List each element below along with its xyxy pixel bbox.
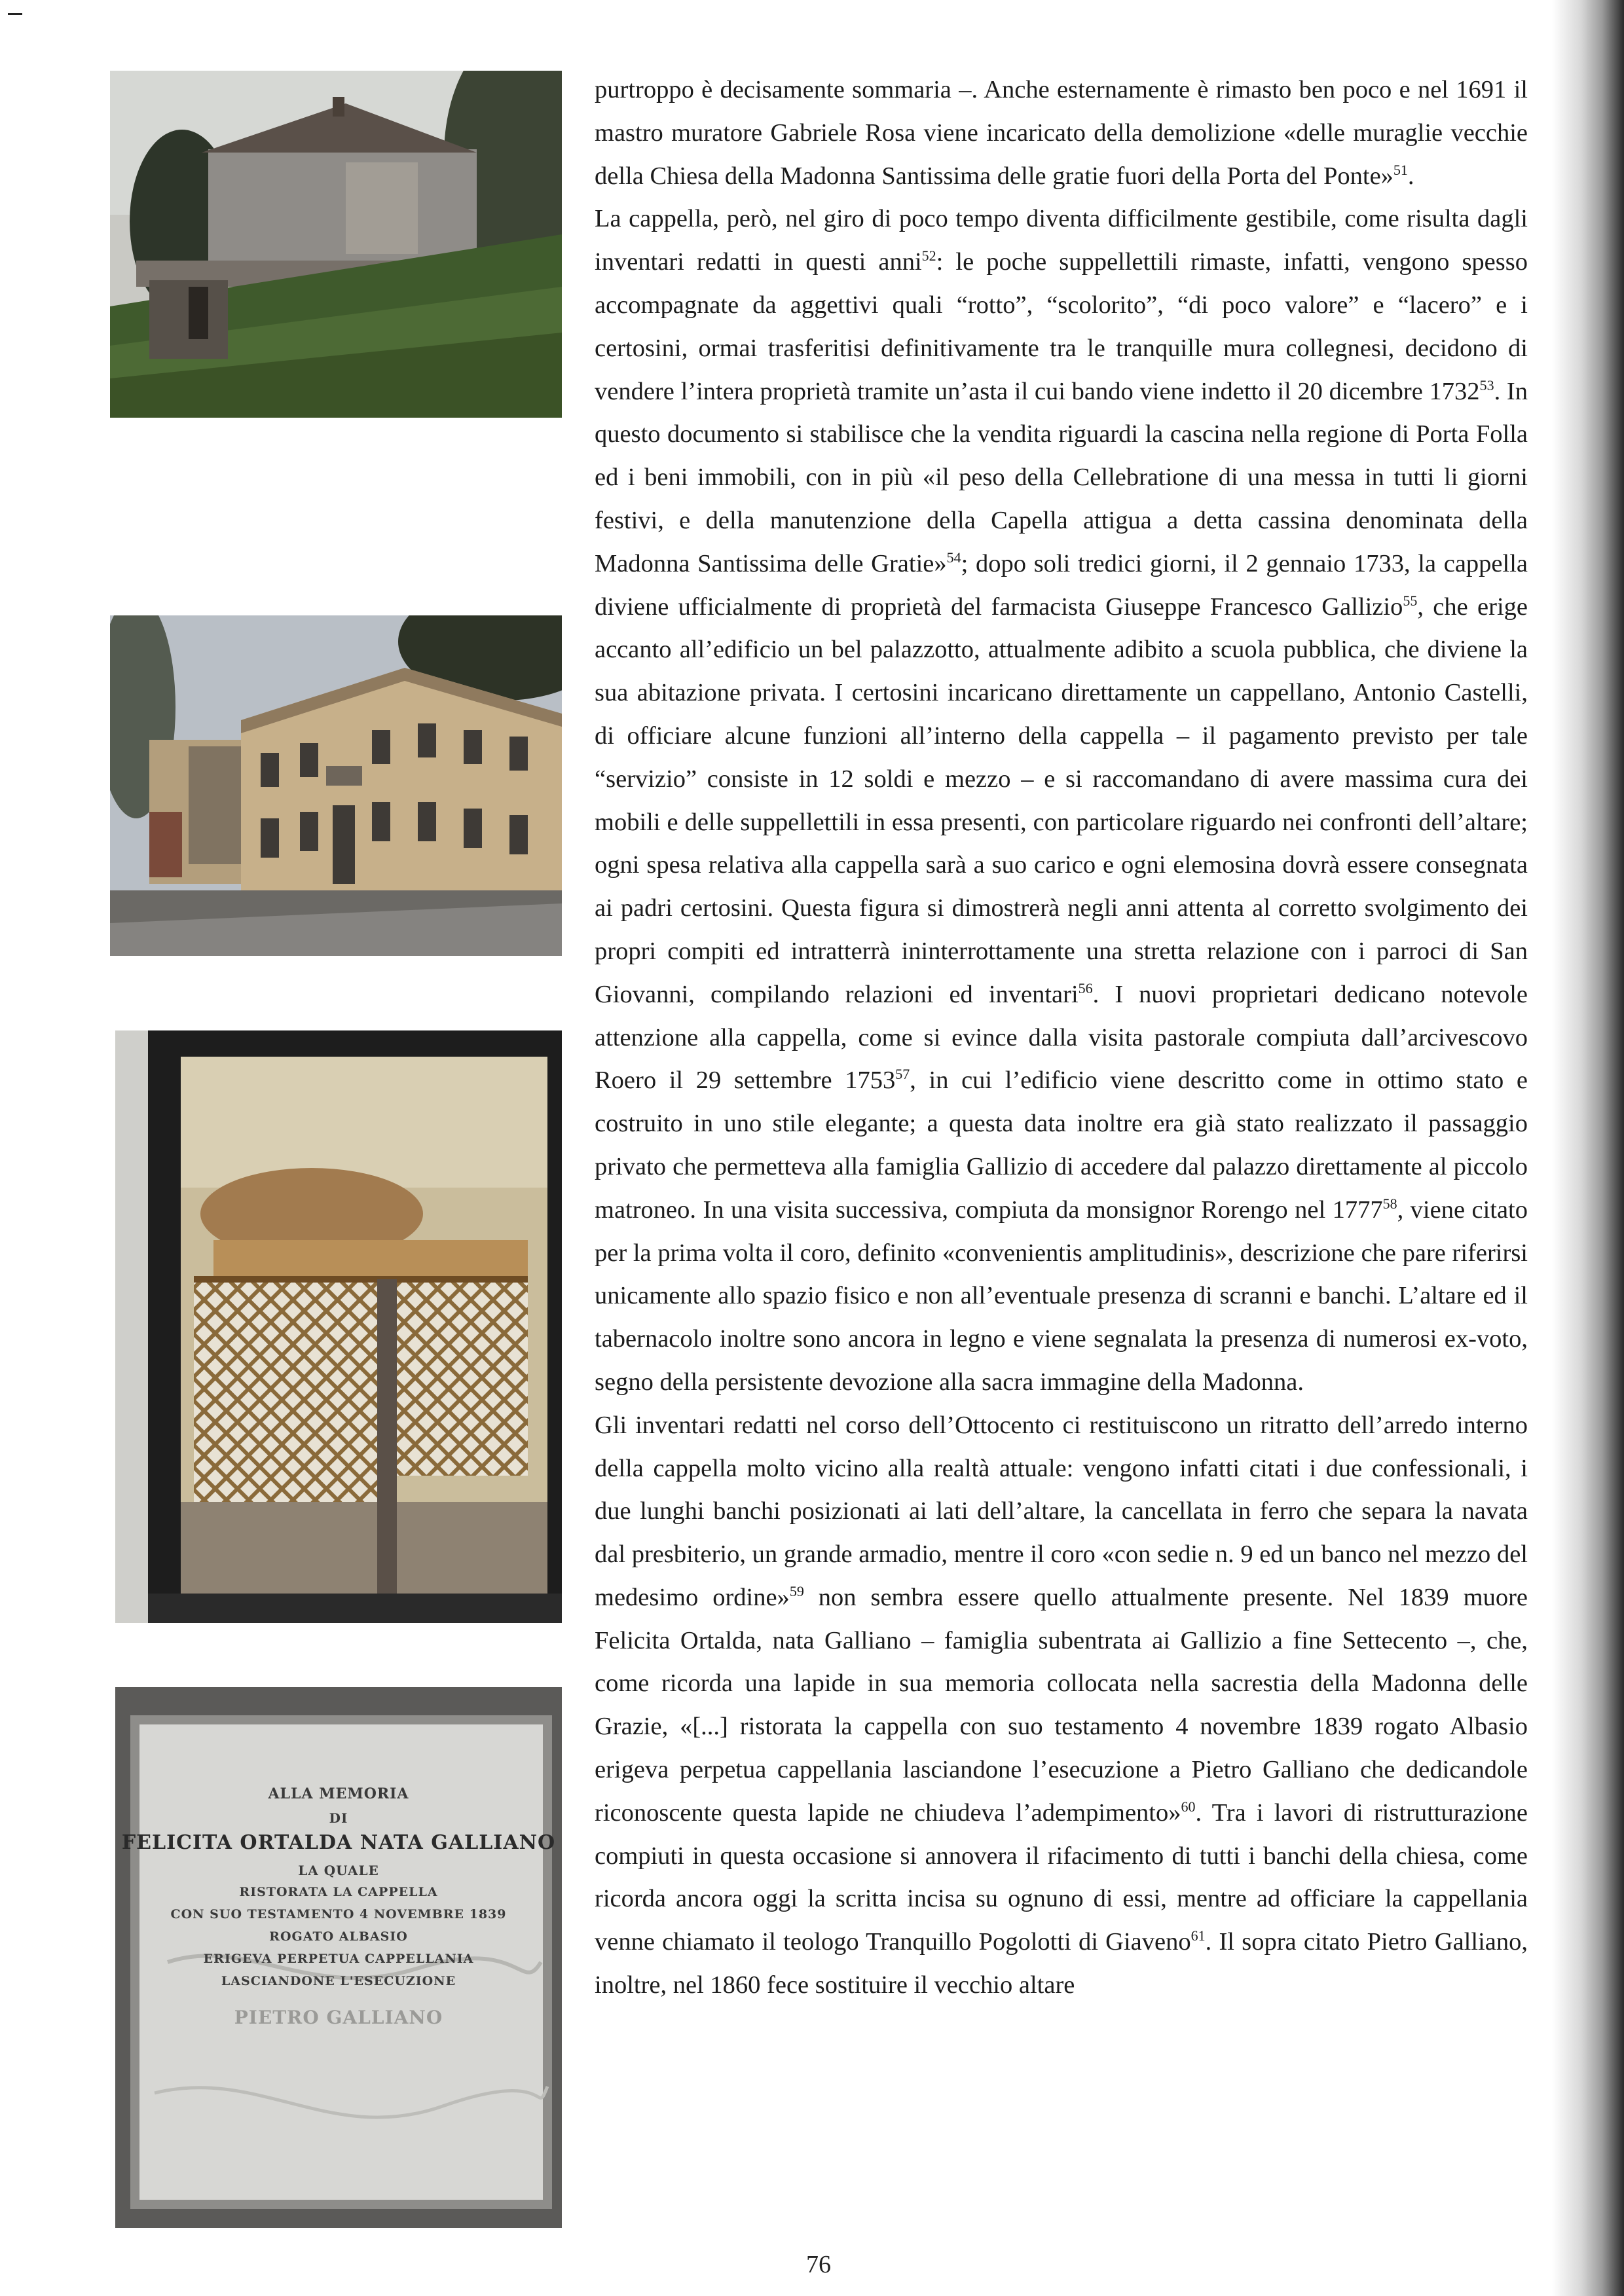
photo-matroneo-window	[115, 1030, 562, 1623]
footnote-ref: 51	[1393, 161, 1408, 178]
footnote-ref: 58	[1382, 1195, 1397, 1212]
crop-mark	[8, 13, 22, 15]
footnote-ref: 52	[921, 247, 936, 264]
text-run: . In questo documento si stabilisce che la vendita riguardi la cascina nella regione di Porta Folla ed i beni immobili, con in più «il peso della Cellebratione di una messa in tutti li giorni festivi, e della manutenzione della Capella attigua a detta cassina denominata della Madonna Santissima delle Gratie»	[595, 377, 1528, 577]
footnote-ref: 53	[1479, 376, 1494, 393]
plaque-line: CON SUO TESTAMENTO 4 NOVEMBRE 1839	[170, 1907, 507, 1922]
text-run: , che erige accanto all’edificio un bel palazzotto, attualmente adibito a scuola pubblica, che diviene la sua abitazione privata. I certosini incaricano direttamente un cappellano, Antonio Castelli, di officiare alcune funzioni all’interno della cappella – il pagamento previsto per tale “servizio” consiste in 12 soldi e mezzo – e si raccomandano di avere massima cura dei mobili e delle suppellettili in essa presenti, con particolare riguardo nei confronti dell’altare; ogni spesa relativa alla cappella sarà a suo carico e ogni elemosina dovrà essere consegnata ai padri certosini. Questa figura si dimostrerà negli anni attenta al corretto svolgimento dei propri compiti ed intratterrà ininterrottamente una stretta relazione con i parroci di San Giovanni, compilando relazioni ed inventari	[595, 592, 1528, 1008]
plaque-line: RISTORATA LA CAPPELLA	[239, 1885, 438, 1899]
page-number: 76	[806, 2251, 831, 2278]
footnote-ref: 60	[1181, 1798, 1196, 1815]
plaque-line: ERIGEVA PERPETUA CAPPELLANIA	[203, 1952, 474, 1966]
plaque-line: LASCIANDONE L'ESECUZIONE	[221, 1974, 456, 1988]
paragraph	[595, 69, 1528, 198]
text-run: . Tra i lavori di ristrutturazione compiuti in questa occasione si annovera il rifacimento di tutti i banchi della chiesa, come ricorda ancora oggi la scritta incisa su ognuno di essi, mentre ad officiare la cappellania venne chiamato il teologo Tranquillo Pogolotti di Giaveno	[595, 1798, 1528, 1956]
text-run: purtroppo è decisamente sommaria –. Anche esternamente è rimasto ben poco e nel 1691 il mastro muratore Gabriele Rosa viene incaricato della demolizione «delle muraglie vecchie della Chiesa della Madonna Santissima delle gratie fuori della Porta del Ponte»	[595, 76, 1528, 190]
plaque-line: LA QUALE	[298, 1863, 379, 1878]
paragraph	[595, 198, 1528, 1404]
text-run: La cappella, però, nel giro di poco tempo diventa difficilmente gestibile, come risulta dagli inventari redatti in questi anni	[595, 205, 1528, 276]
photo-palazzo	[110, 615, 562, 956]
text-run: .	[1407, 162, 1414, 190]
footnote-ref: 55	[1403, 592, 1418, 609]
photo-chapel-exterior	[110, 71, 562, 418]
photo-memorial-plaque	[115, 1687, 562, 2228]
body-text	[595, 69, 1528, 2007]
text-run: : le poche suppellettili rimaste, infatti, vengono spesso accompagnate da aggettivi quali “rotto”, “scolorito”, “di poco valore” e “lacero” e i certosini, ormai trasferitisi definitivamente tra le tranquille mura collegnesi, decidono di vendere l’intera proprietà tramite un’asta il cui bando viene indetto il 20 dicembre 1732	[595, 248, 1528, 405]
plaque-line: DI	[329, 1810, 348, 1826]
paragraph	[595, 1404, 1528, 2007]
text-run: . Il sopra citato Pietro Galliano, inoltre, nel 1860 fece sostituire il vecchio altare	[595, 1928, 1528, 1999]
footnote-ref: 57	[895, 1066, 910, 1083]
plaque-line: ALLA MEMORIA	[268, 1785, 409, 1802]
plaque-line: FELICITA ORTALDA NATA GALLIANO	[121, 1831, 556, 1854]
text-run: , viene citato per la prima volta il coro, definito «convenientis amplitudinis», descrizione che pare riferirsi unicamente allo spazio fisico e non all’eventuale presenza di scranni e banchi. L’altare ed il tabernacolo inoltre sono ancora in legno e viene segnalata la presenza di numerosi ex-voto, segno della persistente devozione alla sacra immagine della Madonna.	[595, 1195, 1528, 1396]
text-run: . I nuovi proprietari dedicano notevole attenzione alla cappella, come si evince dalla visita pastorale compiuta dall’arcivescovo Roero il 29 settembre 1753	[595, 980, 1528, 1095]
footnote-ref: 59	[789, 1583, 804, 1600]
text-run: , in cui l’edificio viene descritto come in ottimo stato e costruito in uno stile elegante; a questa data inoltre era già stato realizzato il passaggio privato che permetteva alla famiglia Gallizio di accedere dal palazzo direttamente al piccolo matroneo. In una visita successiva, compiuta da monsignor Rorengo nel 1777	[595, 1066, 1528, 1224]
text-run: non sembra essere quello attualmente presente. Nel 1839 muore Felicita Ortalda, nata Galliano – famiglia subentrata ai Gallizio a fine Settecento –, che, come ricorda una lapide in sua memoria collocata nella sacrestia della Madonna delle Grazie, «[...] ristorata la cappella con suo testamento 4 novembre 1839 rogato Albasio erigeva perpetua cappellania lasciandone l’esecuzione a Pietro Galliano che dedicandole riconoscente questa lapide ne chiudeva l’adempimento»	[595, 1583, 1528, 1827]
footnote-ref: 61	[1190, 1927, 1206, 1944]
footnote-ref: 54	[946, 549, 961, 566]
text-run: ; dopo soli tredici giorni, il 2 gennaio 1733, la cappella diviene ufficialmente di proprietà del farmacista Giuseppe Francesco Gallizio	[595, 549, 1528, 621]
footnote-ref: 56	[1078, 979, 1093, 996]
plaque-line: PIETRO GALLIANO	[234, 2007, 443, 2028]
text-run: Gli inventari redatti nel corso dell’Ottocento ci restituiscono un ritratto dell’arredo interno della cappella molto vicino alla realtà attuale: vengono infatti citati i due confessionali, i due lunghi banchi posizionati ai lati dell’altare, la cancellata in ferro che separa la navata dal presbiterio, un grande armadio, mentre il coro «con sedie n. 9 ed un banco nel mezzo del medesimo ordine»	[595, 1411, 1528, 1611]
page-edge-shadow	[1552, 0, 1624, 2296]
plaque-line: ROGATO ALBASIO	[269, 1929, 408, 1944]
